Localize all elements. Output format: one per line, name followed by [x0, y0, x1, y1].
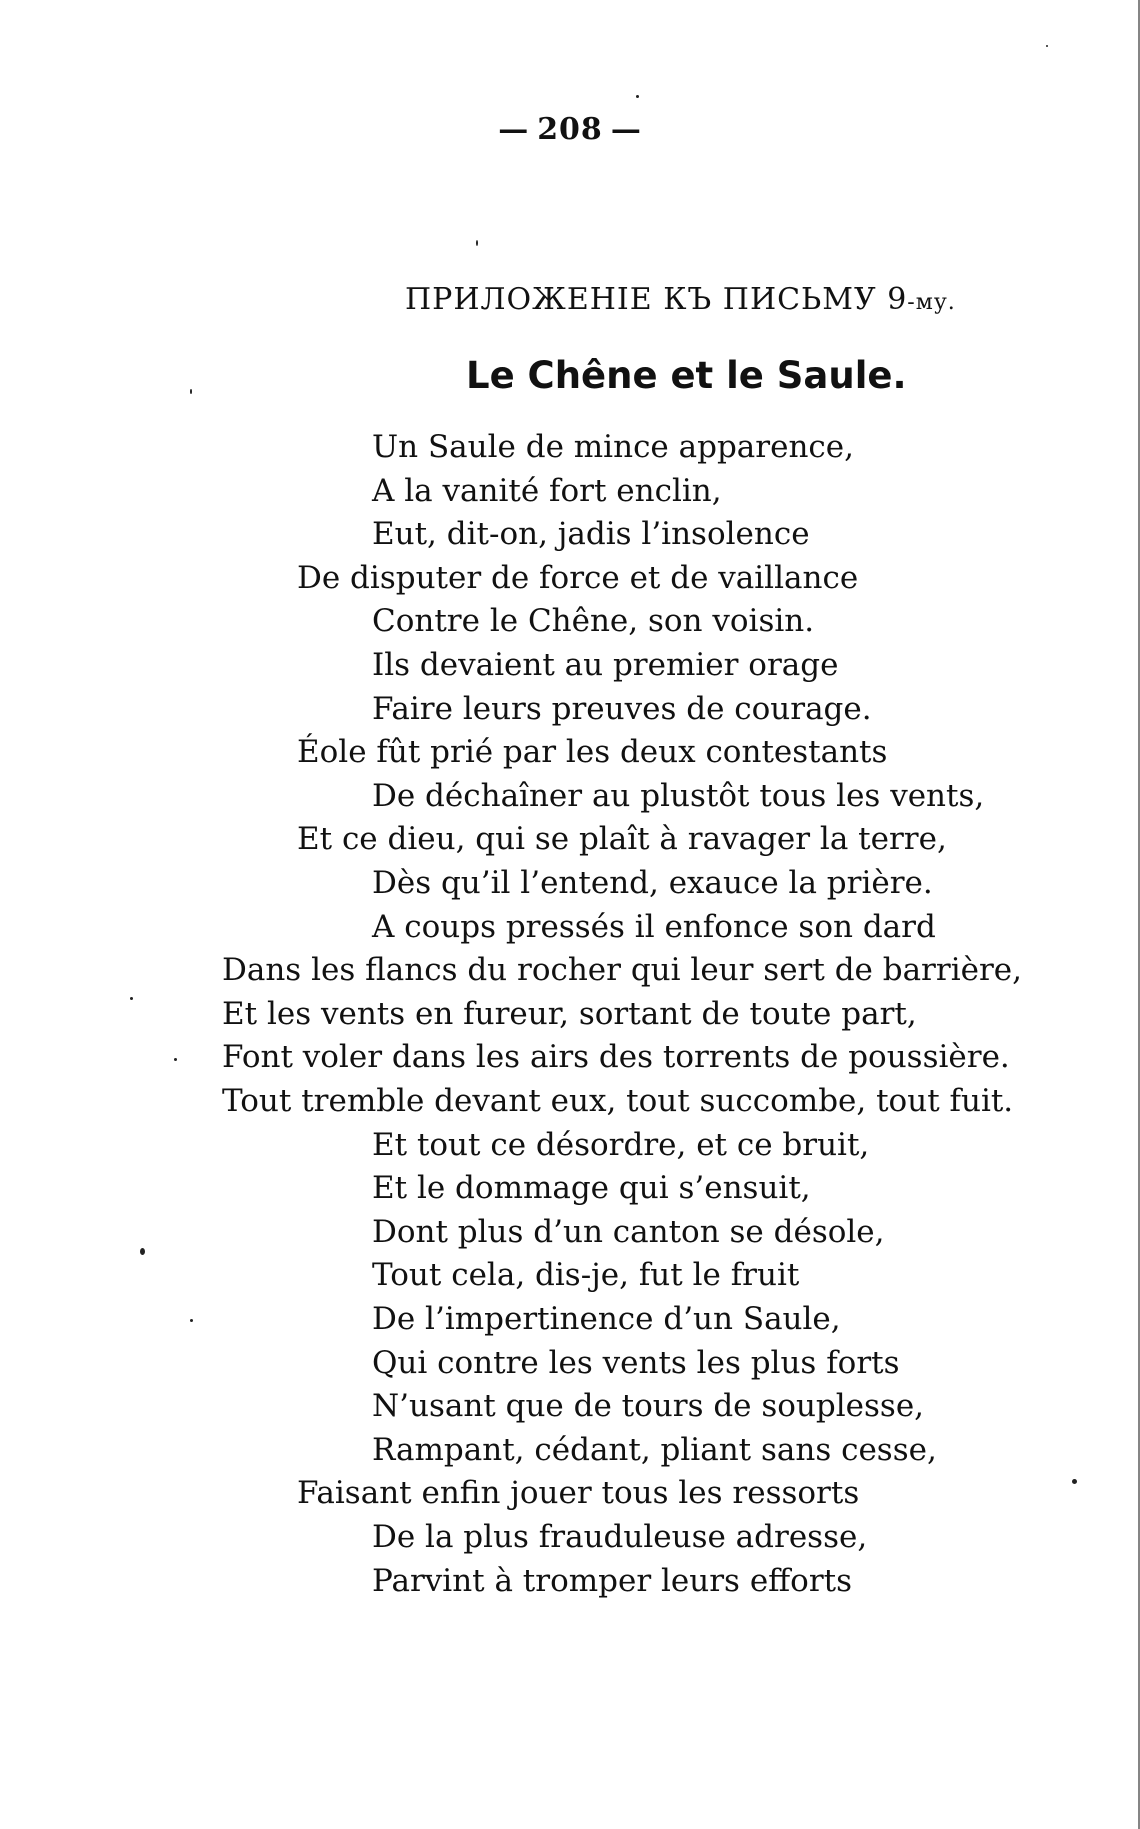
scan-speck [174, 1058, 177, 1061]
page-number [0, 112, 1140, 147]
appendix-heading-text: ПРИЛОЖЕНІЕ КЪ ПИСЬМУ 9 [405, 282, 908, 317]
verse-line: Et tout ce désordre, et ce bruit, [372, 1126, 870, 1163]
verse-line: Ils devaient au premier orage [372, 647, 839, 683]
scan-speck [1046, 45, 1048, 47]
scan-speck [140, 1248, 145, 1255]
poem-title: Le Chêne et le Saule. [466, 354, 907, 397]
verse-line: De la plus frauduleuse adresse, [372, 1519, 868, 1555]
verse-line: Et les vents en fureur, sortant de toute part, [222, 995, 917, 1032]
page-number-dash-left: — [498, 112, 530, 147]
verse-line: Un Saule de mince apparence, [372, 429, 854, 465]
page-number-dash-right: — [610, 112, 642, 147]
verse-line: A coups pressés il enfonce son dard [372, 908, 936, 945]
scan-speck [190, 1319, 193, 1322]
verse-line: Font voler dans les airs des torrents de poussière. [222, 1039, 1010, 1076]
verse-line: Et ce dieu, qui se plaît à ravager la terre, [297, 821, 947, 858]
verse-line: A la vanité fort enclin, [372, 472, 722, 509]
verse-line: Faire leurs preuves de courage. [372, 690, 872, 727]
verse-line: Contre le Chêne, son voisin. [372, 603, 815, 640]
scan-speck [476, 240, 478, 246]
verse-line: Parvint à tromper leurs efforts [372, 1562, 853, 1599]
verse-line: Eut, dit-on, jadis l’insolence [372, 516, 810, 553]
appendix-heading-suffix: -му. [907, 290, 956, 315]
verse-line: De disputer de force et de vaillance [297, 559, 859, 596]
verse-line: Dans les flancs du rocher qui leur sert de barrière, [222, 952, 1022, 989]
scan-speck [130, 997, 133, 1000]
scan-speck [190, 389, 192, 394]
verse-line: Qui contre les vents les plus forts [372, 1344, 900, 1381]
verse-line: Tout cela, dis-je, fut le fruit [372, 1257, 800, 1294]
verse-line: Dont plus d’un canton se désole, [372, 1213, 885, 1250]
verse-line: Et le dommage qui s’ensuit, [372, 1170, 811, 1207]
page-number-value: 208 [537, 112, 603, 147]
verse-line: Éole fût prié par les deux contestants [297, 734, 888, 771]
verse-line: N’usant que de tours de souplesse, [372, 1388, 925, 1425]
scan-speck [636, 95, 639, 98]
verse-line: De déchaîner au plustôt tous les vents, [372, 777, 985, 814]
scan-speck [1072, 1479, 1077, 1484]
verse-line: Dès qu’il l’entend, exauce la prière. [372, 865, 933, 901]
verse-line: De l’impertinence d’un Saule, [372, 1301, 841, 1337]
verse-line: Tout tremble devant eux, tout succombe, tout fuit. [222, 1083, 1014, 1119]
verse-line: Faisant enfin jouer tous les ressorts [297, 1475, 860, 1512]
verse-line: Rampant, cédant, pliant sans cesse, [372, 1431, 937, 1468]
appendix-heading [405, 282, 956, 317]
